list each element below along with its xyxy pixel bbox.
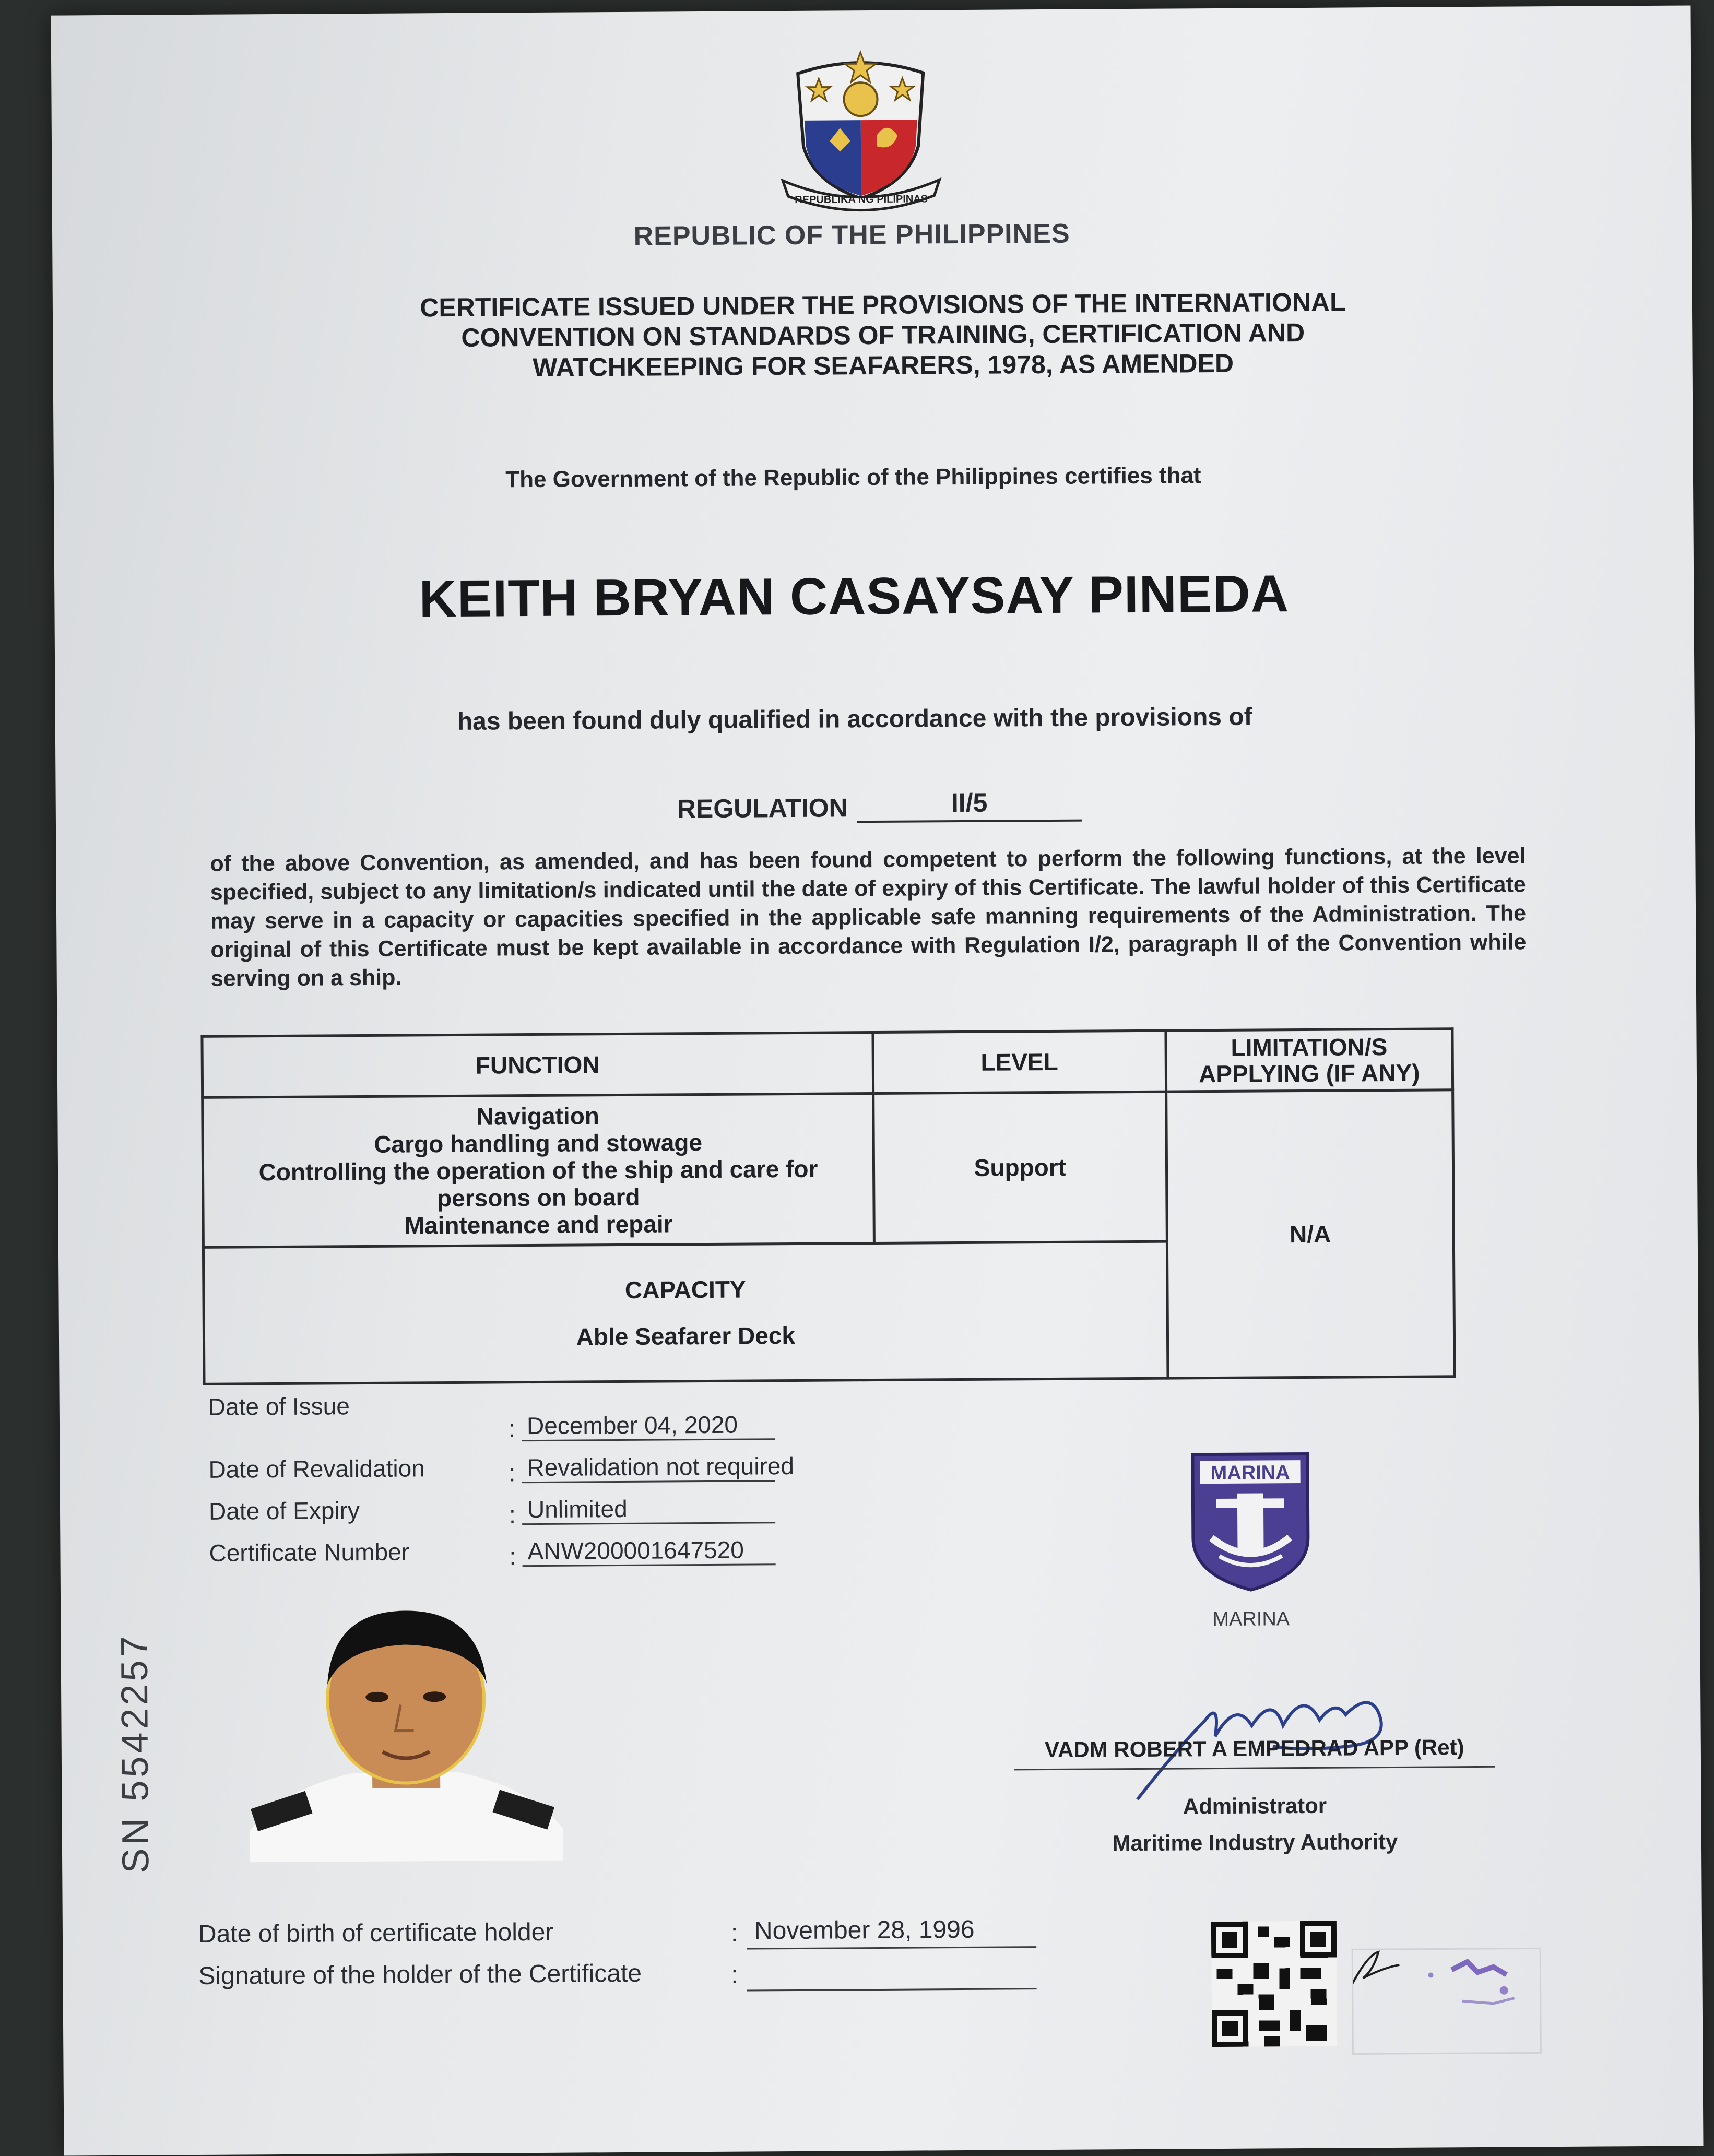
level-header: LEVEL xyxy=(873,1030,1166,1093)
holder-name: KEITH BRYAN CASAYSAY PINEDA xyxy=(419,564,1290,629)
marina-caption: MARINA xyxy=(1212,1608,1290,1631)
title-line-3: WATCHKEEPING FOR SEAFARERS, 1978, AS AMENDED xyxy=(533,348,1234,383)
number-label: Certificate Number xyxy=(209,1538,410,1567)
issue-row xyxy=(208,1389,887,1442)
regulation-label: REGULATION xyxy=(677,793,848,824)
crest-motto: REPUBLIKA NG PILIPINAS xyxy=(795,193,928,206)
limitation-cell: N/A xyxy=(1166,1090,1455,1378)
expiry-row xyxy=(209,1493,888,1539)
holder-photo xyxy=(249,1600,563,1863)
number-value: ANW200001647520 xyxy=(522,1535,775,1567)
issue-value: December 04, 2020 xyxy=(522,1410,775,1441)
regulation-value: II/5 xyxy=(857,787,1081,823)
qr-code-icon xyxy=(1211,1921,1337,2047)
holder-signature-row xyxy=(198,1957,1060,2004)
marina-shield-icon xyxy=(1187,1449,1314,1595)
function-item: Controlling the operation of the ship and care for persons on board xyxy=(258,1155,818,1212)
capacity-cell xyxy=(203,1241,1167,1384)
administrator-title: Administrator xyxy=(1183,1793,1327,1819)
dob-row xyxy=(198,1915,1060,1957)
dob-value: November 28, 1996 xyxy=(747,1915,1036,1949)
functions-table xyxy=(200,1027,1456,1385)
dob-label: Date of birth of certificate holder xyxy=(198,1918,554,1948)
capacity-value: Able Seafarer Deck xyxy=(576,1321,796,1351)
marina-logo-text: MARINA xyxy=(1210,1462,1290,1485)
colon: : xyxy=(509,1543,516,1570)
regulation-row xyxy=(677,787,1082,824)
colon: : xyxy=(509,1501,516,1529)
level-cell: Support xyxy=(873,1092,1167,1243)
number-row xyxy=(209,1535,888,1581)
certificate-page xyxy=(51,5,1704,2155)
issue-label: Date of Issue xyxy=(208,1392,350,1420)
function-item: Cargo handling and stowage xyxy=(374,1129,703,1158)
coat-of-arms-icon xyxy=(777,41,945,215)
ink-stamp-icon xyxy=(1347,1938,1546,2064)
capacity-label: CAPACITY xyxy=(624,1275,746,1304)
expiry-label: Date of Expiry xyxy=(208,1497,360,1525)
competence-paragraph: of the above Convention, as amended, and has been found competent to perform the following functions, at the level specified, subject to any limitation/s indicated until the date of expiry of this Certificate. The lawful holder of this Certificate may serve in a capacity or capacities specified in the applicable safe manning requirements of the Administration. The original of this Certificate must be kept available in accordance with Regulation I/2, paragraph II of the Convention while serving on a ship. xyxy=(210,843,1527,991)
limitation-header: LIMITATION/S APPLYING (IF ANY) xyxy=(1166,1029,1453,1092)
colon: : xyxy=(508,1415,515,1442)
title-line-1: CERTIFICATE ISSUED UNDER THE PROVISIONS OF THE INTERNATIONAL xyxy=(420,287,1346,323)
serial-number: SN 5542257 xyxy=(113,1633,157,1874)
administrator-organization: Maritime Industry Authority xyxy=(1112,1829,1398,1856)
certificate-title xyxy=(376,287,1390,384)
revalidation-label: Date of Revalidation xyxy=(208,1454,425,1483)
function-item: Maintenance and repair xyxy=(404,1210,673,1239)
qualified-text: has been found duly qualified in accordance with the provisions of xyxy=(457,703,1252,736)
administrator-name: VADM ROBERT A EMPEDRAD APP (Ret) xyxy=(1014,1735,1495,1771)
function-header: FUNCTION xyxy=(202,1033,873,1098)
colon: : xyxy=(509,1459,516,1487)
expiry-value: Unlimited xyxy=(522,1494,775,1525)
signature-line xyxy=(747,1957,1036,1991)
functions-cell xyxy=(203,1094,874,1248)
revalidation-row xyxy=(208,1451,887,1497)
signature-label: Signature of the holder of the Certificate xyxy=(198,1959,642,1990)
republic-heading: REPUBLIC OF THE PHILIPPINES xyxy=(633,218,1070,252)
title-line-2: CONVENTION ON STANDARDS OF TRAINING, CERTIFICATION AND xyxy=(461,317,1305,352)
colon: : xyxy=(731,1961,738,1989)
revalidation-value: Revalidation not required xyxy=(522,1452,775,1483)
certifies-text: The Government of the Republic of the Philippines certifies that xyxy=(505,463,1201,493)
function-item: Navigation xyxy=(476,1102,600,1130)
colon: : xyxy=(730,1919,738,1947)
